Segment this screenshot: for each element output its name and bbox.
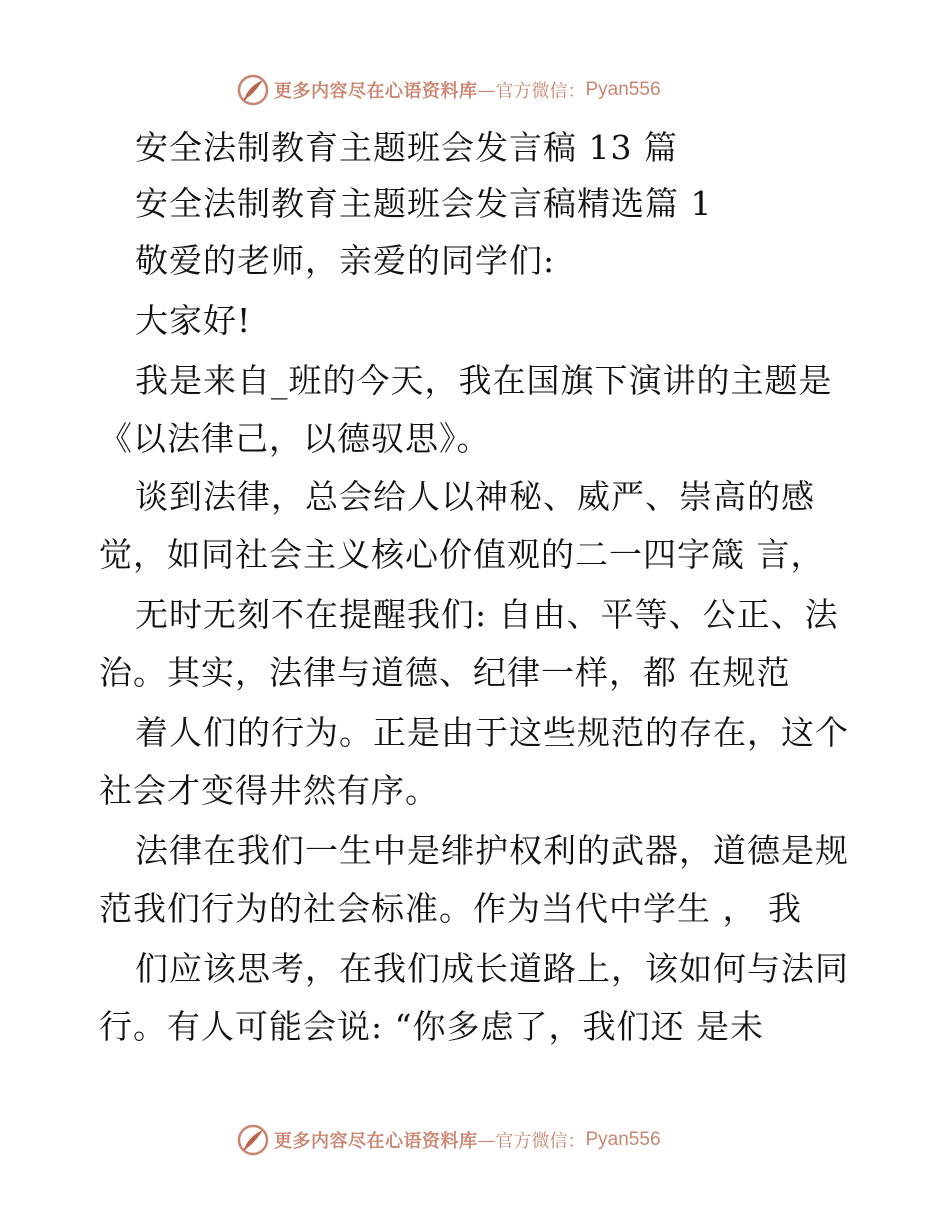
footer-separator: — <box>477 1129 496 1151</box>
text-line: 行。有人可能会说: “你多虑了，我们还 是未 <box>99 1007 764 1046</box>
text-line: 我是来自_班的今天，我在国旗下演讲的主题是 <box>135 361 833 400</box>
text-line: 着人们的行为。正是由于这些规范的存在，这个 <box>135 713 849 752</box>
text-line: 《以法律己，以德驭思》。 <box>99 419 491 458</box>
feather-quill-logo-icon <box>236 73 270 107</box>
text-line: 范我们行为的社会标准。作为当代中学生 ， 我 <box>99 889 802 928</box>
feather-quill-logo-icon <box>236 1123 270 1157</box>
header-wechat-id: Pyan556 <box>585 79 661 100</box>
text-line: 大家好! <box>135 301 252 340</box>
text-line: 们应该思考，在我们成长道路上，该如何与法同 <box>135 949 849 988</box>
footer-brand-text: 更多内容尽在心语资料库 <box>274 1131 478 1152</box>
document-title: 安全法制教育主题班会发言稿 13 篇 <box>135 128 678 167</box>
header-brand-text: 更多内容尽在心语资料库 <box>274 81 478 102</box>
text-line: 觉，如同社会主义核心价值观的二一四字箴 言， <box>99 535 825 574</box>
text-line: 法律在我们一生中是绯护权利的武器，道德是规 <box>135 831 849 870</box>
text-line: 谈到法律，总会给人以神秘、威严、崇高的感 <box>135 477 815 516</box>
header-banner <box>236 73 661 107</box>
text-line: 社会才变得井然有序。 <box>99 771 439 810</box>
header-wechat-label: 官方微信： <box>495 81 586 102</box>
header-separator: — <box>477 79 496 101</box>
footer-wechat-id: Pyan556 <box>585 1129 661 1150</box>
text-line: 敬爱的老师，亲爱的同学们: <box>135 241 556 280</box>
footer-wechat-label: 官方微信： <box>495 1131 586 1152</box>
text-line: 治。其实，法律与道德、纪律一样，都 在规范 <box>99 653 791 692</box>
footer-banner <box>236 1123 661 1157</box>
text-line: 无时无刻不在提醒我们: 自由、平等、公正、法 <box>135 595 839 634</box>
section-heading: 安全法制教育主题班会发言稿精选篇 1 <box>135 184 713 223</box>
